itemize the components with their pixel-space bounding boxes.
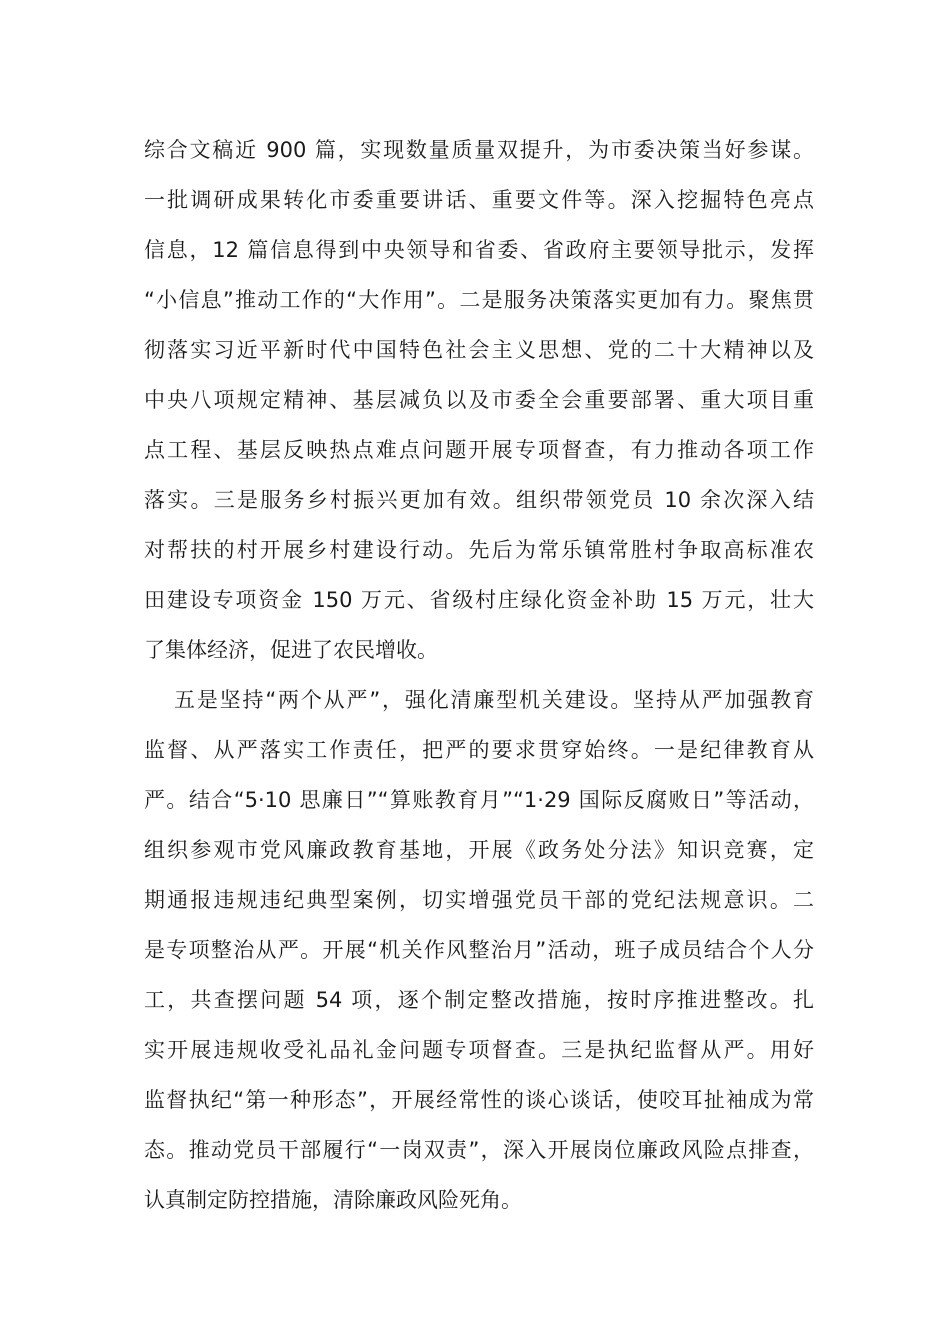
text-line: 一批调研成果转化市委重要讲话、重要文件等。深入挖掘特色亮点 <box>144 188 814 212</box>
text-line: 态。推动党员干部履行“一岗双责”，深入开展岗位廉政风险点排查， <box>144 1138 814 1162</box>
text-line: 监督、从严落实工作责任，把严的要求贯穿始终。一是纪律教育从 <box>144 738 814 762</box>
text-line: 了集体经济，促进了农民增收。 <box>144 638 438 662</box>
text-line: 田建设专项资金 150 万元、省级村庄绿化资金补助 15 万元，壮大 <box>144 588 814 612</box>
text-line: 严。结合“5·10 思廉日”“算账教育月”“1·29 国际反腐败日”等活动， <box>144 788 814 812</box>
text-line-first: 五是坚持“两个从严”，强化清廉型机关建设。坚持从严加强教育 <box>174 688 814 712</box>
text-line: 信息，12 篇信息得到中央领导和省委、省政府主要领导批示，发挥 <box>144 238 814 262</box>
text-line: 点工程、基层反映热点难点问题开展专项督查，有力推动各项工作 <box>144 438 814 462</box>
text-line: 综合文稿近 900 篇，实现数量质量双提升，为市委决策当好参谋。 <box>144 138 814 162</box>
text-line: 认真制定防控措施，清除廉政风险死角。 <box>144 1188 522 1212</box>
text-line: 工，共查摆问题 54 项，逐个制定整改措施，按时序推进整改。扎 <box>144 988 814 1012</box>
paragraph-1 <box>144 125 814 675</box>
text-line: 实开展违规收受礼品礼金问题专项督查。三是执纪监督从严。用好 <box>144 1038 814 1062</box>
text-line: “小信息”推动工作的“大作用”。二是服务决策落实更加有力。聚焦贯 <box>144 288 814 312</box>
text-line: 对帮扶的村开展乡村建设行动。先后为常乐镇常胜村争取高标准农 <box>144 538 814 562</box>
text-line: 监督执纪“第一种形态”，开展经常性的谈心谈话，使咬耳扯袖成为常 <box>144 1088 814 1112</box>
text-line: 期通报违规违纪典型案例，切实增强党员干部的党纪法规意识。二 <box>144 888 814 912</box>
text-line: 落实。三是服务乡村振兴更加有效。组织带领党员 10 余次深入结 <box>144 488 814 512</box>
text-line: 是专项整治从严。开展“机关作风整治月”活动，班子成员结合个人分 <box>144 938 814 962</box>
document-body <box>144 125 814 1225</box>
paragraph-2 <box>144 675 814 1225</box>
text-line: 彻落实习近平新时代中国特色社会主义思想、党的二十大精神以及 <box>144 338 814 362</box>
text-line: 组织参观市党风廉政教育基地，开展《政务处分法》知识竞赛，定 <box>144 838 814 862</box>
text-line: 中央八项规定精神、基层减负以及市委全会重要部署、重大项目重 <box>144 388 814 412</box>
